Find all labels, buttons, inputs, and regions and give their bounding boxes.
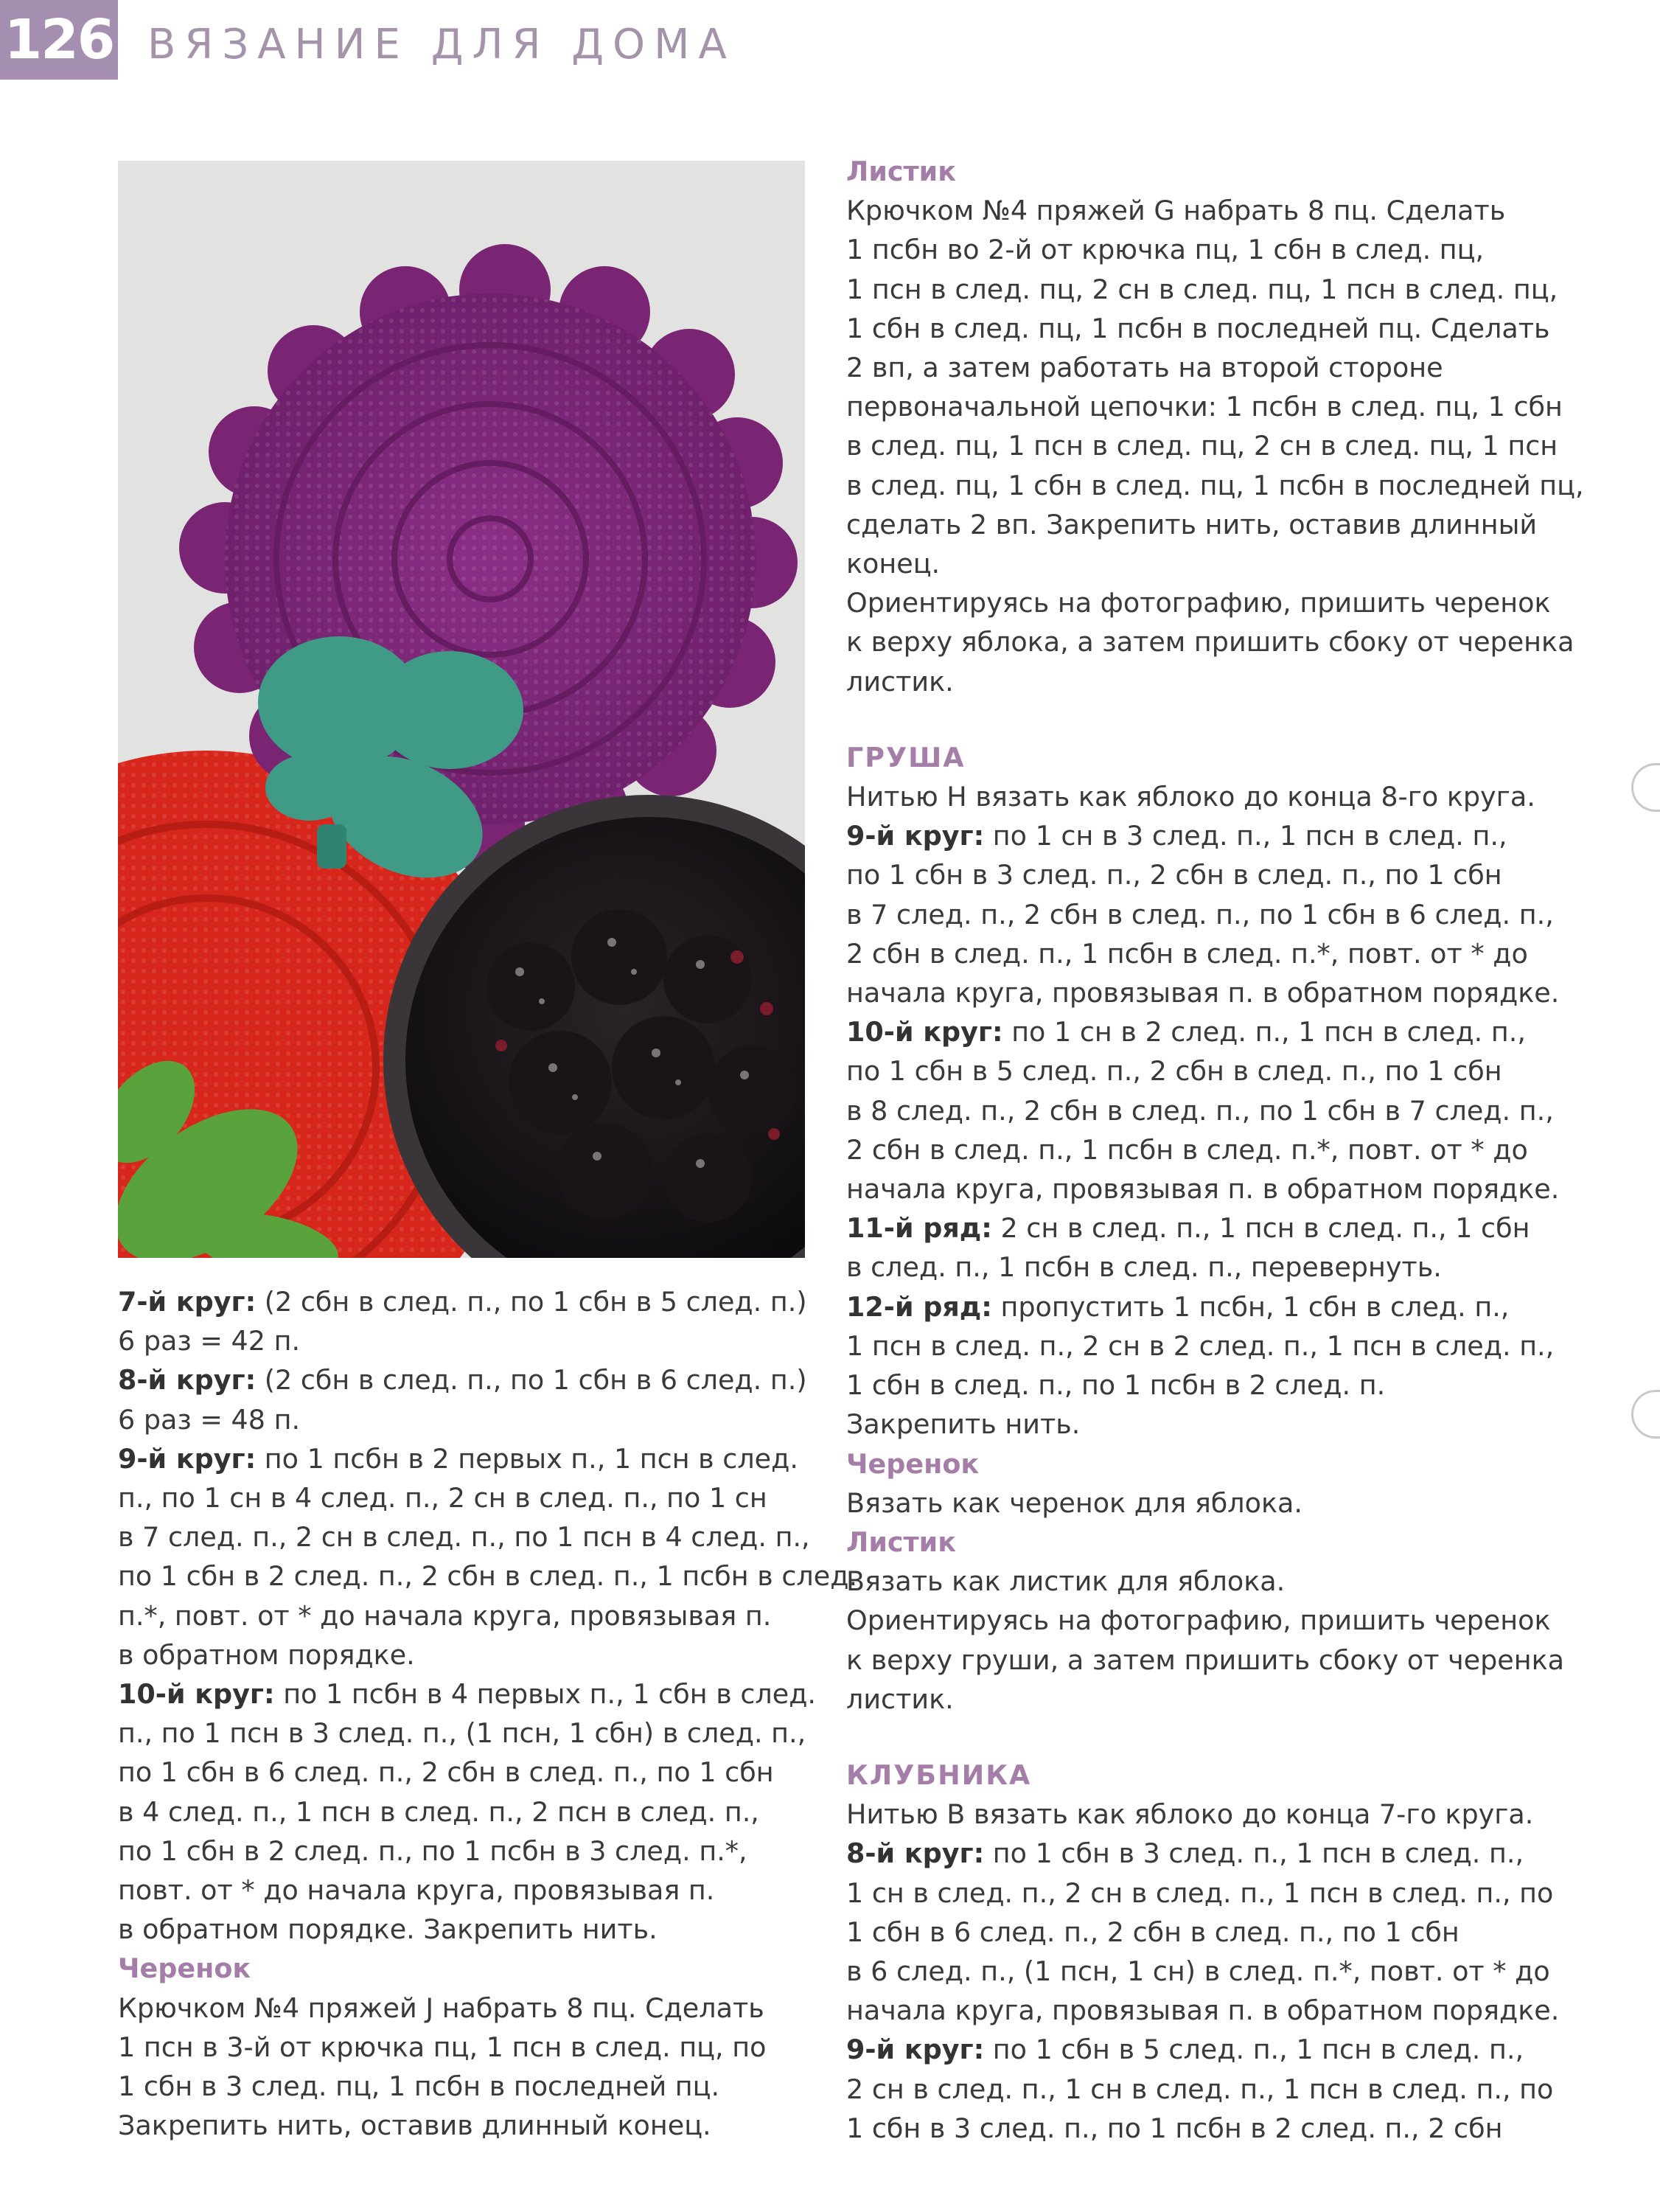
instruction-line: в след. пц, 1 псн в след. пц, 2 сн в след. пц, 1 псн [846, 430, 1558, 462]
instruction-line: в обратном порядке. [118, 1638, 415, 1671]
instruction-line: 2 сн в след. п., 1 сн в след. п., 1 псн в след. п., по [846, 2073, 1554, 2105]
instruction-line: 1 сбн в след. пц, 1 псбн в последней пц. Сделать [846, 312, 1550, 344]
section-heading-pear: ГРУША [846, 741, 966, 773]
coasters-photo [118, 161, 805, 1258]
instruction-line: п., по 1 псн в 3 след. п., (1 псн, 1 сбн) в след. п., [118, 1717, 806, 1750]
binder-hole [1631, 763, 1660, 812]
instruction-line: Вязать как черенок для яблока. [846, 1486, 1302, 1519]
instruction-line: в обратном порядке. Закрепить нить. [118, 1913, 658, 1946]
instruction-line: Закрепить нить. [846, 1408, 1081, 1441]
instruction-line: 1 сбн в 6 след. п., 2 сбн в след. п., по 1 сбн [846, 1916, 1460, 1948]
instruction-line: Закрепить нить, оставив длинный конец. [118, 2110, 711, 2142]
instruction-line: начала круга, провязывая п. в обратном порядке. [846, 977, 1560, 1009]
instruction-line: 9-й круг: по 1 сн в 3 след. п., 1 псн в след. п., [846, 820, 1507, 852]
instruction-line: первоначальной цепочки: 1 псбн в след. пц, 1 сбн [846, 391, 1563, 423]
instruction-line: 2 сбн в след. п., 1 псбн в след. п.*, повт. от * до [846, 1133, 1528, 1166]
instruction-line: в 6 след. п., (1 псн, 1 сн) в след. п.*, повт. от * до [846, 1955, 1550, 1987]
instruction-line: Крючком №4 пряжей G набрать 8 пц. Сделать [846, 195, 1506, 227]
instruction-line: 1 сбн в след. п., по 1 псбн в 2 след. п. [846, 1369, 1386, 1402]
page-header-title: ВЯЗАНИЕ ДЛЯ ДОМА [147, 21, 736, 69]
instruction-line: 8-й круг: по 1 сбн в 3 след. п., 1 псн в след. п., [846, 1837, 1524, 1870]
instruction-line: 1 псн в след. пц, 2 сн в след. пц, 1 псн в след. пц, [846, 273, 1558, 305]
instruction-line: 1 псн в след. п., 2 сн в 2 след. п., 1 псн в след. п., [846, 1329, 1555, 1362]
subheading-leaf: Листик [846, 1526, 957, 1558]
instruction-line: в след. п., 1 псбн в след. п., перевернуть. [846, 1251, 1442, 1284]
instruction-line: листик. [846, 1683, 954, 1715]
right-instructions [846, 152, 1584, 2148]
subheading-stem: Черенок [118, 1952, 251, 1985]
section-heading-strawberry: КЛУБНИКА [846, 1759, 1032, 1791]
instruction-line: конец. [846, 548, 941, 580]
page-number: 126 [0, 0, 118, 80]
instruction-line: начала круга, провязывая п. в обратном порядке. [846, 1173, 1560, 1206]
instruction-line: начала круга, провязывая п. в обратном порядке. [846, 1994, 1560, 2027]
instruction-line: к верху яблока, а затем пришить сбоку от черенка [846, 626, 1574, 658]
instruction-line: в след. пц, 1 сбн в след. пц, 1 псбн в последней пц, [846, 469, 1584, 501]
instruction-line: Нитью B вязать как яблоко до конца 7-го круга. [846, 1798, 1534, 1831]
instruction-line: по 1 сбн в 2 след. п., по 1 псбн в 3 след. п.*, [118, 1834, 747, 1867]
instruction-line: Ориентируясь на фотографию, пришить черенок [846, 587, 1551, 619]
instruction-line: в 7 след. п., 2 сн в след. п., по 1 псн в 4 след. п., [118, 1521, 810, 1554]
instruction-line: Крючком №4 пряжей J набрать 8 пц. Сделать [118, 1992, 764, 2024]
instruction-line: 9-й круг: по 1 псбн в 2 первых п., 1 псн в след. [118, 1442, 798, 1475]
instruction-line: в 8 след. п., 2 сбн в след. п., по 1 сбн в 7 след. п., [846, 1094, 1554, 1127]
instruction-line: Ориентируясь на фотографию, пришить черенок [846, 1604, 1551, 1637]
instruction-line: 7-й круг: (2 сбн в след. п., по 1 сбн в 5 след. п.) [118, 1286, 807, 1318]
instruction-line: 1 сбн в 3 след. п., по 1 псбн в 2 след. п., 2 сбн [846, 2112, 1503, 2144]
instruction-line: к верху груши, а затем пришить сбоку от черенка [846, 1644, 1564, 1676]
instruction-line: сделать 2 вп. Закрепить нить, оставив длинный [846, 508, 1538, 540]
instruction-line: 8-й круг: (2 сбн в след. п., по 1 сбн в 6 след. п.) [118, 1364, 807, 1397]
instruction-line: 6 раз = 42 п. [118, 1325, 301, 1357]
left-instructions [118, 1282, 858, 2145]
instruction-line: 6 раз = 48 п. [118, 1403, 301, 1436]
instruction-line: по 1 сбн в 3 след. п., 2 сбн в след. п., по 1 сбн [846, 859, 1502, 891]
instruction-line: 2 сбн в след. п., 1 псбн в след. п.*, повт. от * до [846, 937, 1528, 970]
instruction-line: 10-й круг: по 1 псбн в 4 первых п., 1 сбн в след. [118, 1678, 817, 1711]
instruction-line: 2 вп, а затем работать на второй стороне [846, 352, 1443, 384]
binder-hole [1631, 1390, 1660, 1439]
subheading-leaf: Листик [846, 156, 957, 187]
instruction-line: 1 псн в 3-й от крючка пц, 1 псн в след. пц, по [118, 2031, 767, 2063]
instruction-line: 1 сн в след. п., 2 сн в след. п., 1 псн в след. п., по [846, 1877, 1554, 1909]
instruction-line: 1 сбн в 3 след. пц, 1 псбн в последней пц. [118, 2070, 720, 2103]
instruction-line: Нитью H вязать как яблоко до конца 8-го круга. [846, 781, 1535, 813]
instruction-line: 12-й ряд: пропустить 1 псбн, 1 сбн в след. п., [846, 1290, 1510, 1323]
instruction-line: в 4 след. п., 1 псн в след. п., 2 псн в след. п., [118, 1795, 759, 1828]
instruction-line: по 1 сбн в 5 след. п., 2 сбн в след. п., по 1 сбн [846, 1055, 1502, 1088]
instruction-line: 10-й круг: по 1 сн в 2 след. п., 1 псн в след. п., [846, 1016, 1526, 1048]
instruction-line: листик. [846, 665, 954, 698]
instruction-line: Вязать как листик для яблока. [846, 1565, 1286, 1598]
instruction-line: п., по 1 сн в 4 след. п., 2 сн в след. п., по 1 сн [118, 1482, 767, 1514]
instruction-line: по 1 сбн в 2 след. п., 2 сбн в след. п., 1 псбн в след. [118, 1560, 858, 1593]
subheading-stem: Черенок [846, 1447, 980, 1480]
instruction-line: в 7 след. п., 2 сбн в след. п., по 1 сбн в 6 след. п., [846, 898, 1554, 931]
instruction-line: 1 псбн во 2-й от крючка пц, 1 сбн в след. пц, [846, 234, 1485, 266]
instruction-line: п.*, повт. от * до начала круга, провязывая п. [118, 1599, 772, 1632]
instruction-line: повт. от * до начала круга, провязывая п. [118, 1874, 715, 1907]
instruction-line: 9-й круг: по 1 сбн в 5 след. п., 1 псн в след. п., [846, 2034, 1524, 2066]
instruction-line: 11-й ряд: 2 сн в след. п., 1 псн в след. п., 1 сбн [846, 1212, 1530, 1245]
instruction-line: по 1 сбн в 6 след. п., 2 сбн в след. п., по 1 сбн [118, 1756, 774, 1789]
